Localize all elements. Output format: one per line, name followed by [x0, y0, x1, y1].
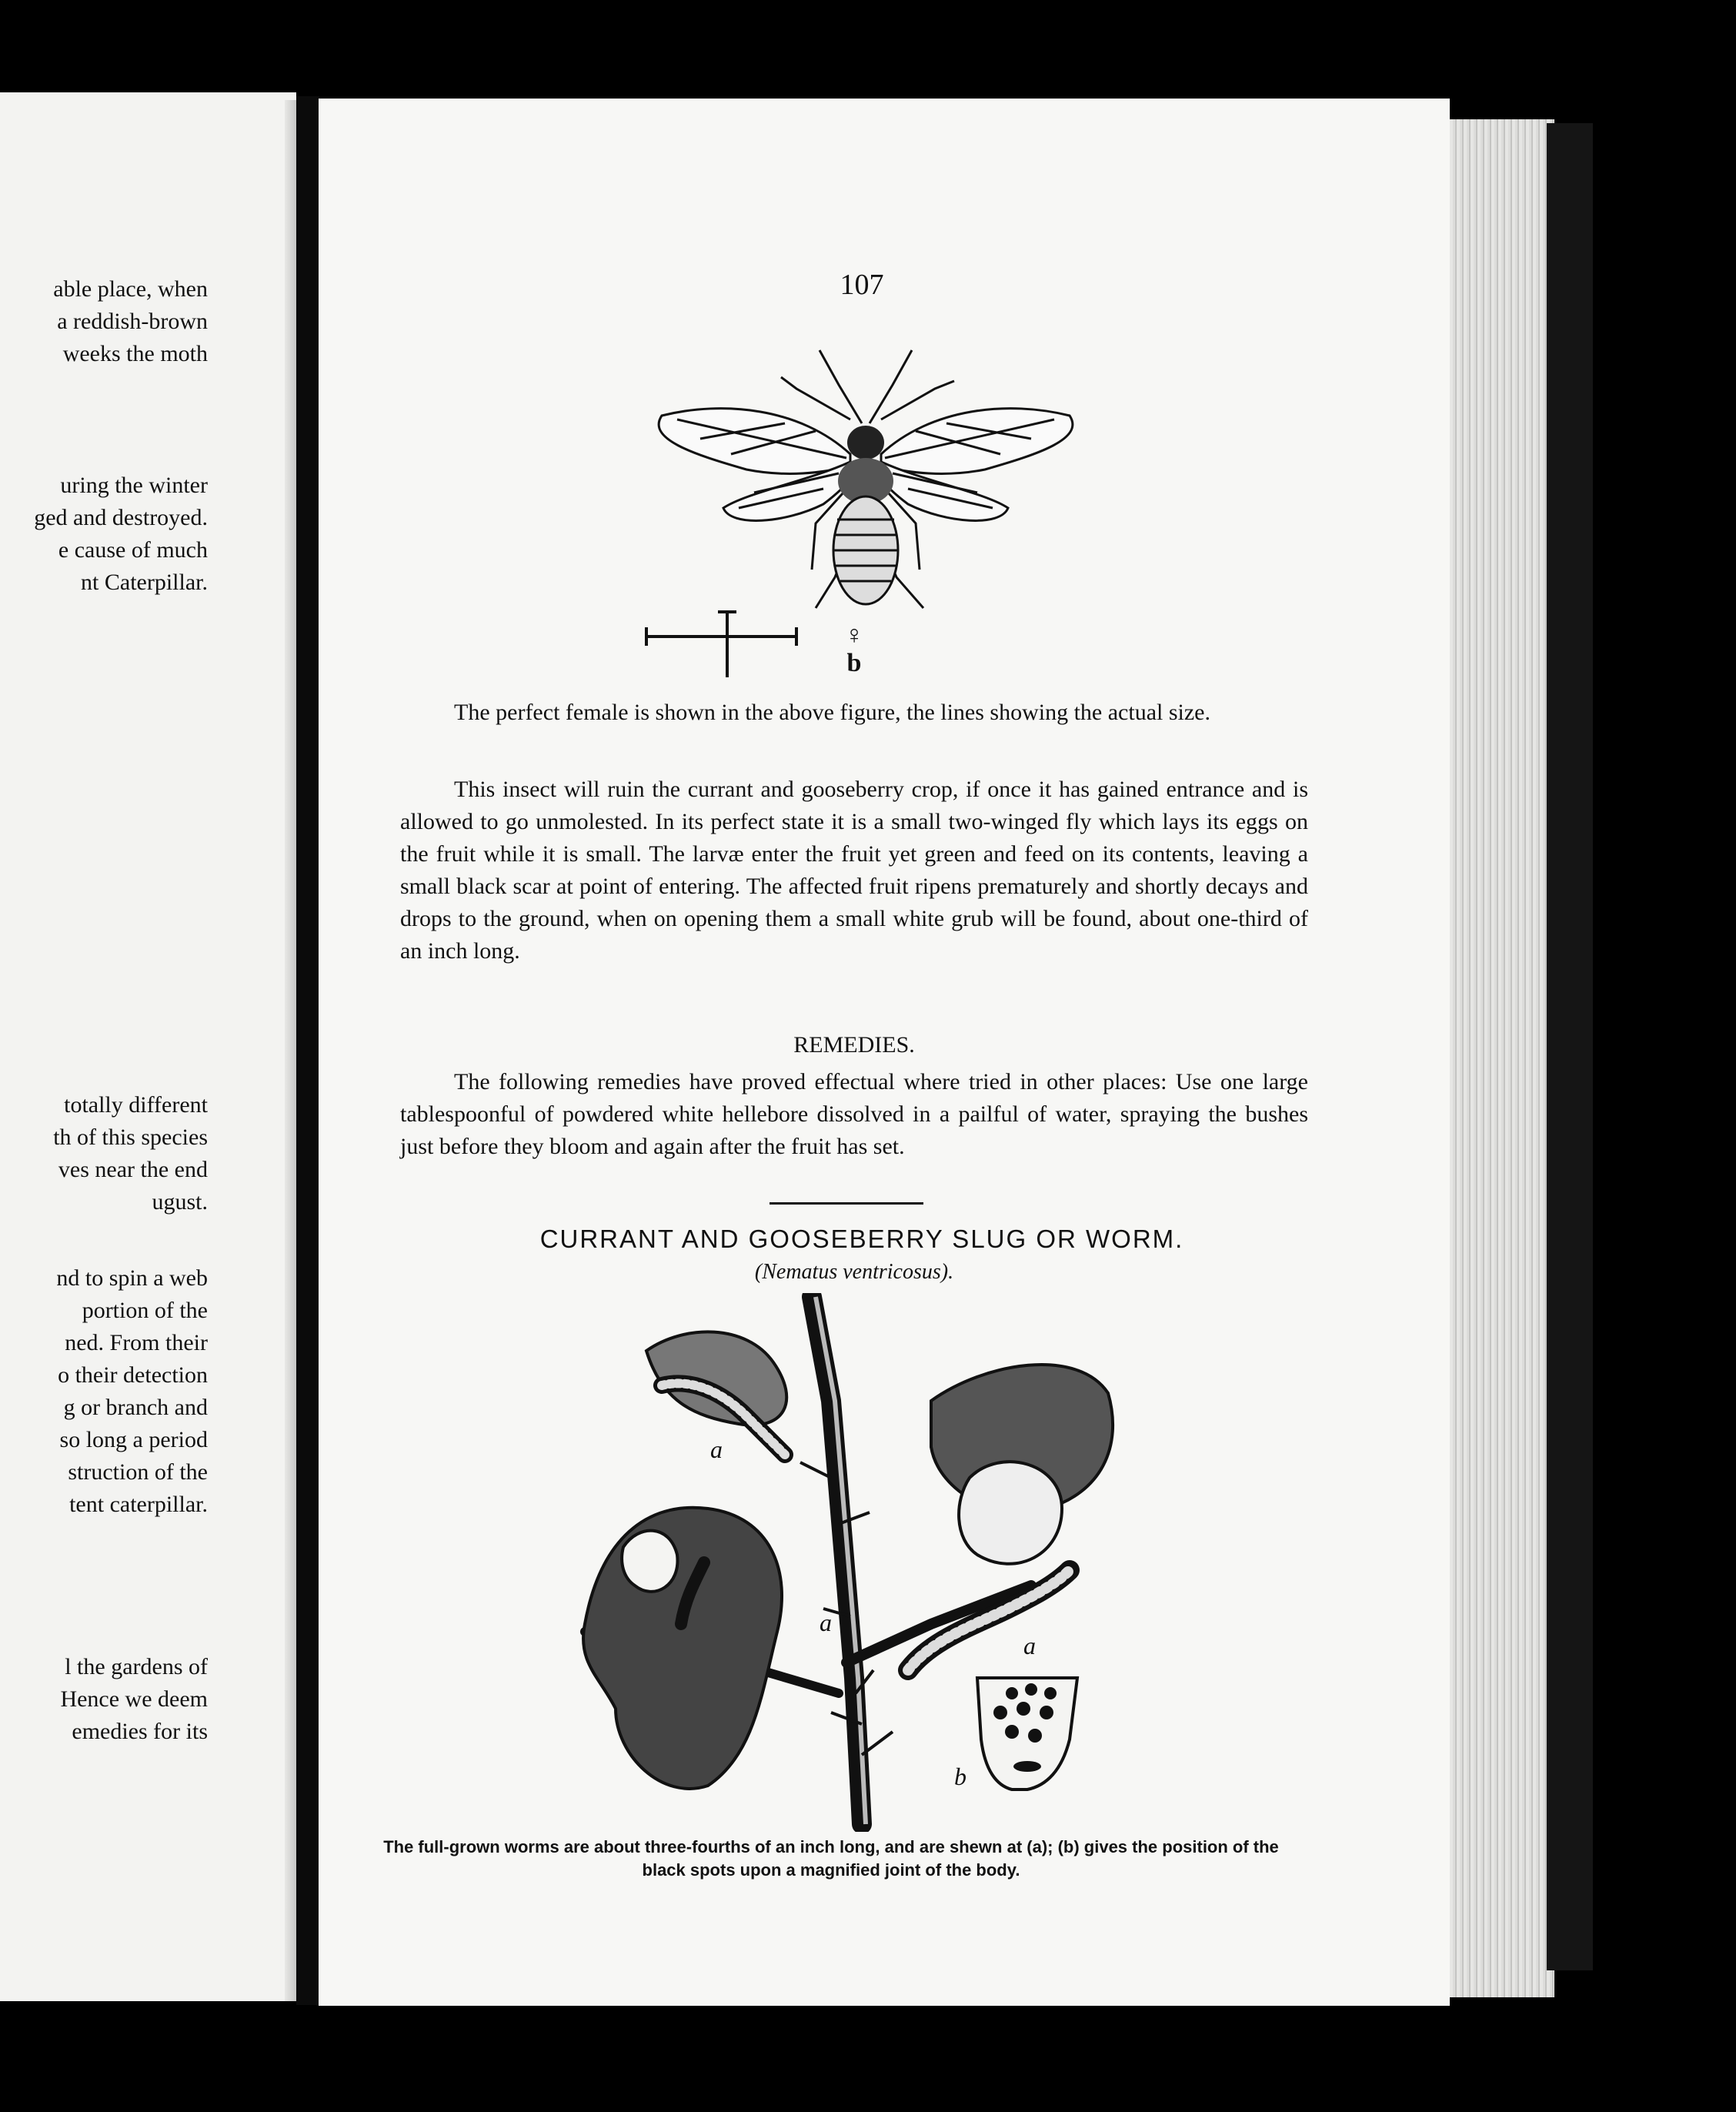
- left-line: g or branch and: [63, 1395, 208, 1420]
- left-line: able place, when: [53, 276, 208, 302]
- left-line: tent caterpillar.: [69, 1492, 208, 1517]
- left-line: so long a period: [59, 1427, 208, 1452]
- left-line: ugust.: [152, 1189, 208, 1215]
- paragraph-1: This insect will ruin the currant and gooseberry crop, if once it has gained entrance and is allowed to go unmolested. In its perfect state it is a small two-winged fly which lays its eggs on the fruit while it is small. The larvæ enter the fruit yet green and feed on its contents, leaving a small black scar at point of entering. The affected fruit ripens prematurely and shortly decays and drops to the ground, when on opening them a small white grub will be found, about one-third of an inch long.: [400, 777, 1308, 964]
- left-line: totally different: [64, 1092, 208, 1118]
- gooseberry-branch-icon: [569, 1293, 1123, 1832]
- page-edges: [1439, 119, 1554, 1997]
- book-spine: [296, 96, 319, 2005]
- section-subtitle: (Nematus ventricosus).: [754, 1260, 954, 1284]
- left-line: Hence we deem: [60, 1686, 208, 1712]
- remedies-text: The following remedies have proved effectual where tried in other places: Use one large tablespoonful of powdered white hellebore dissolved in a pailful of water, spraying the bushes just before they bloom and again after the fruit has set.: [400, 1069, 1308, 1159]
- left-line: l the gardens of: [65, 1654, 208, 1679]
- fly-figure-label: ♀ b: [844, 621, 864, 677]
- section-divider: [770, 1202, 923, 1205]
- gooseberry-illustration: [569, 1293, 1123, 1832]
- left-line: portion of the: [82, 1298, 208, 1323]
- left-line: a reddish-brown: [57, 309, 208, 334]
- page-number: 107: [840, 269, 884, 301]
- left-line: nt Caterpillar.: [81, 570, 208, 595]
- left-line: struction of the: [68, 1459, 208, 1485]
- section-title: CURRANT AND GOOSEBERRY SLUG OR WORM.: [539, 1225, 1184, 1253]
- left-line: o their detection: [58, 1362, 208, 1388]
- figure-label-a: a: [1023, 1632, 1036, 1659]
- left-line: th of this species: [53, 1125, 208, 1150]
- left-line: ves near the end: [58, 1157, 208, 1182]
- left-line: nd to spin a web: [56, 1265, 208, 1291]
- left-line: uring the winter: [60, 473, 208, 498]
- figure-label-b: b: [954, 1763, 966, 1790]
- left-line: ged and destroyed.: [34, 505, 208, 530]
- page-edge-shadow: [1547, 123, 1593, 1970]
- left-page: [0, 92, 296, 2001]
- left-line: ned. From their: [65, 1330, 208, 1355]
- figure-label-a: a: [710, 1435, 723, 1463]
- left-line: e cause of much: [58, 537, 208, 563]
- left-line: weeks the moth: [62, 341, 208, 366]
- left-line: emedies for its: [72, 1719, 208, 1744]
- fly-caption: The perfect female is shown in the above figure, the lines showing the actual size.: [454, 700, 1210, 725]
- figure-caption: The full-grown worms are about three-fourths of an inch long, and are shewn at (a); (b) gives the position of the black spots upon a magnified joint of the body.: [383, 1837, 1279, 1880]
- figure-label-a: a: [820, 1609, 832, 1636]
- remedies-heading: REMEDIES.: [793, 1032, 915, 1058]
